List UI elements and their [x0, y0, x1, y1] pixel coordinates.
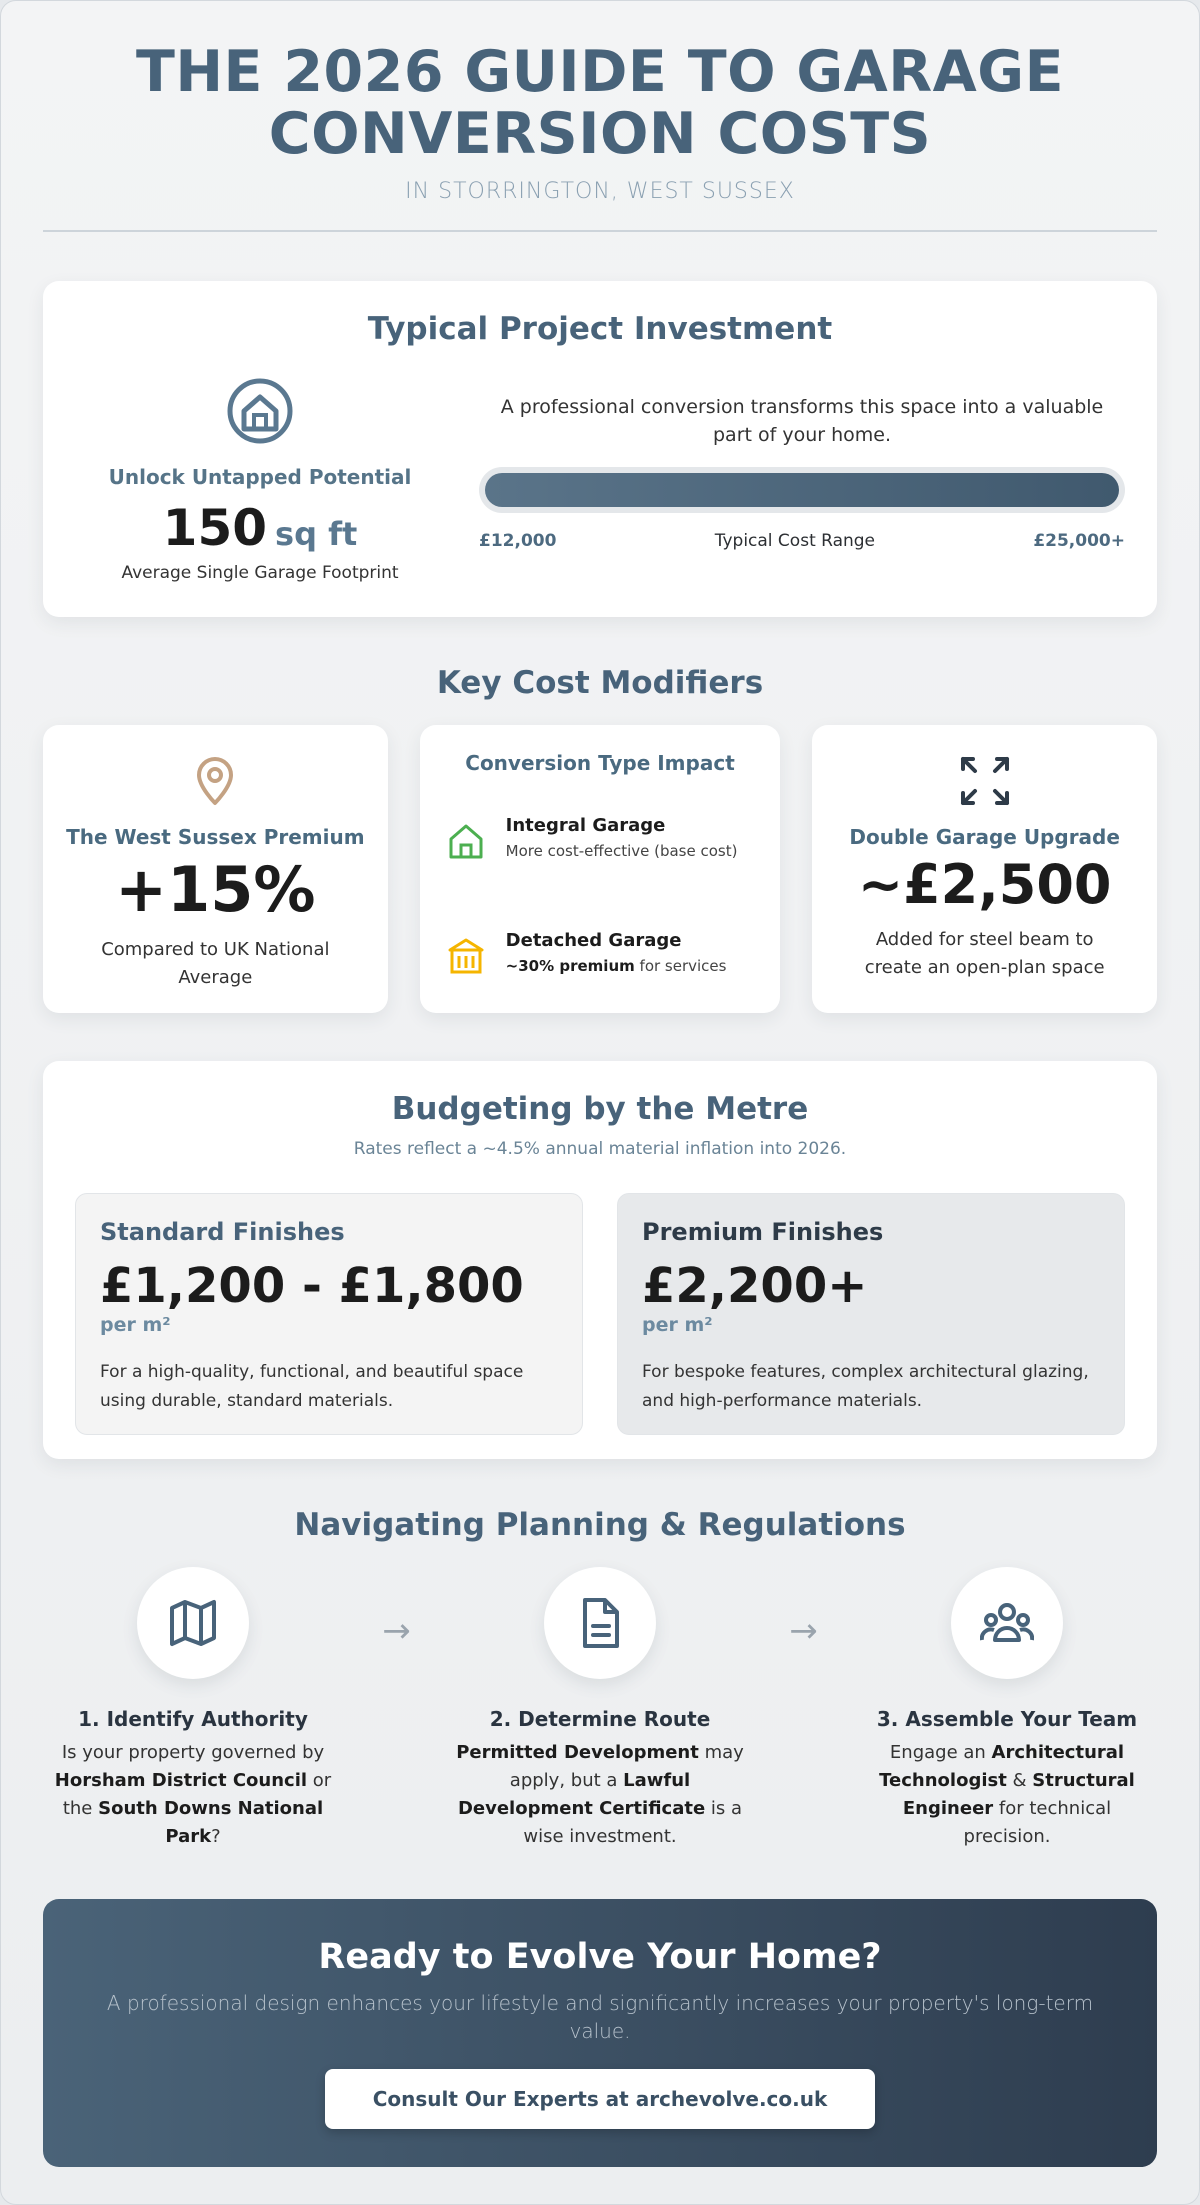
- header-divider: [43, 230, 1157, 232]
- planning-steps: [43, 1567, 1157, 1851]
- document-icon: [544, 1567, 656, 1679]
- title-line-2: CONVERSION COSTS: [268, 101, 932, 167]
- page-title: [43, 41, 1157, 165]
- integral-name: Integral Garage: [505, 815, 666, 836]
- footprint-value: [75, 499, 445, 557]
- premium-value: +15%: [115, 853, 316, 926]
- footprint-panel: [75, 377, 445, 583]
- step-assemble-team: [857, 1567, 1157, 1851]
- consult-experts-button[interactable]: Consult Our Experts at archevolve.co.uk: [325, 2069, 875, 2129]
- budget-note: Rates reflect a ~4.5% annual material inflation into 2026.: [353, 1139, 847, 1159]
- detached-rest: for services: [634, 957, 727, 975]
- range-high: £25,000+: [1033, 531, 1125, 551]
- arrow-right-icon: →: [789, 1611, 818, 1651]
- integral-garage-item: [446, 815, 755, 862]
- standard-per: per m²: [100, 1314, 171, 1336]
- standard-name: Standard Finishes: [100, 1218, 345, 1246]
- footprint-unit: sq ft: [275, 515, 358, 553]
- standard-finishes-card: [75, 1193, 583, 1435]
- cost-range-labels: [479, 531, 1125, 551]
- range-label: Typical Cost Range: [714, 531, 876, 551]
- step2-text: Permitted Development may apply, but a Lawful Development Certificate is a wise investment.: [456, 1742, 744, 1847]
- detached-name: Detached Garage: [505, 930, 682, 951]
- house-icon: [226, 377, 294, 445]
- cost-range-panel: [445, 377, 1125, 583]
- premium-per: per m²: [642, 1314, 713, 1336]
- header: [43, 41, 1157, 232]
- standard-price: £1,200 - £1,800: [100, 1258, 524, 1314]
- premium-note: Compared to UK National Average: [101, 939, 330, 988]
- expand-icon: [957, 753, 1013, 809]
- modifiers-row: [43, 725, 1157, 1013]
- cost-range-fill: [485, 473, 1119, 507]
- potential-label: Unlock Untapped Potential: [108, 465, 412, 489]
- step-identify-authority: [43, 1567, 343, 1851]
- premium-desc: For bespoke features, complex architectural glazing, and high-performance materials.: [642, 1362, 1089, 1411]
- investment-title: Typical Project Investment: [367, 311, 833, 347]
- premium-price: £2,200+: [642, 1258, 868, 1314]
- conversion-title: Conversion Type Impact: [465, 751, 735, 775]
- west-sussex-premium-card: [43, 725, 388, 1013]
- budget-card: [43, 1061, 1157, 1459]
- premium-finishes-card: [617, 1193, 1125, 1435]
- footprint-label: Average Single Garage Footprint: [121, 563, 399, 583]
- step2-title: 2. Determine Route: [489, 1707, 711, 1731]
- standard-desc: For a high-quality, functional, and beautiful space using durable, standard materials.: [100, 1362, 524, 1411]
- double-note: Added for steel beam to create an open-plan space: [864, 929, 1105, 978]
- cta-subtitle: A professional design enhances your lifestyle and significantly increases your property's long-term value.: [106, 1991, 1094, 2043]
- map-pin-icon: [187, 753, 243, 809]
- premium-title: The West Sussex Premium: [66, 825, 365, 849]
- step-determine-route: [450, 1567, 750, 1851]
- cost-range-bar: [479, 467, 1125, 513]
- team-icon: [951, 1567, 1063, 1679]
- step1-title: 1. Identify Authority: [78, 1707, 308, 1731]
- modifiers-title: Key Cost Modifiers: [436, 665, 764, 701]
- investment-card: [43, 281, 1157, 617]
- planning-title: Navigating Planning & Regulations: [294, 1507, 906, 1543]
- title-line-1: THE 2026 GUIDE TO GARAGE: [135, 39, 1065, 105]
- building-icon: [446, 936, 486, 976]
- detached-premium: ~30% premium: [505, 957, 635, 975]
- range-low: £12,000: [479, 531, 557, 551]
- footprint-number: 150: [162, 499, 268, 557]
- step3-text: Engage an Architectural Technologist & Structural Engineer for technical precision.: [879, 1742, 1135, 1847]
- double-value: ~£2,500: [857, 853, 1112, 916]
- map-icon: [137, 1567, 249, 1679]
- investment-description: A professional conversion transforms this space into a valuable part of your home.: [500, 396, 1104, 446]
- step1-text: Is your property governed by Horsham District Council or the South Downs National Park?: [54, 1742, 332, 1847]
- arrow-right-icon: →: [382, 1611, 411, 1651]
- detached-garage-item: [446, 930, 755, 977]
- home-icon: [446, 821, 486, 861]
- double-title: Double Garage Upgrade: [849, 825, 1120, 849]
- integral-desc: More cost-effective (base cost): [505, 842, 738, 860]
- detached-desc: [506, 955, 727, 977]
- premium-name: Premium Finishes: [642, 1218, 884, 1246]
- step3-title: 3. Assemble Your Team: [876, 1707, 1138, 1731]
- budget-title: Budgeting by the Metre: [391, 1091, 809, 1127]
- page-subtitle: IN STORRINGTON, WEST SUSSEX: [405, 179, 795, 204]
- cta-title: Ready to Evolve Your Home?: [318, 1937, 882, 1977]
- conversion-type-card: [420, 725, 781, 1013]
- double-garage-card: [812, 725, 1157, 1013]
- cta-banner: [43, 1899, 1157, 2167]
